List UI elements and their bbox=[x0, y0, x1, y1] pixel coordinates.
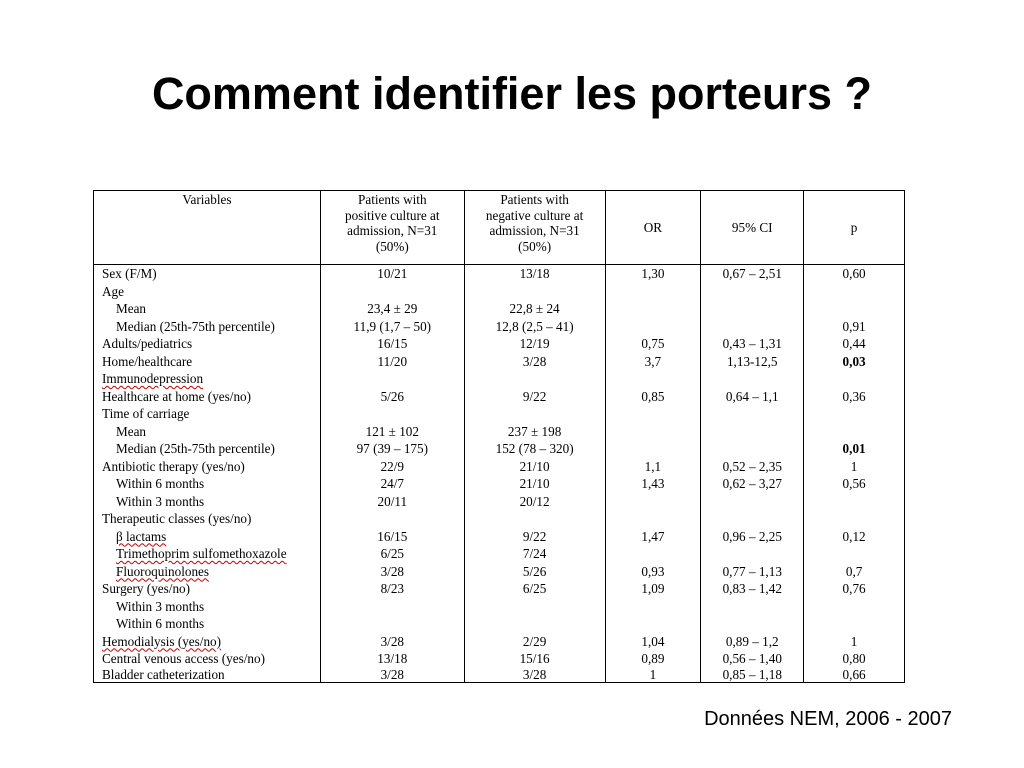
ci-cell bbox=[701, 423, 804, 441]
ci-cell: 0,43 – 1,31 bbox=[701, 335, 804, 353]
variable-cell: Surgery (yes/no) bbox=[94, 580, 321, 598]
table-row bbox=[94, 300, 905, 318]
table-row bbox=[94, 265, 905, 283]
header-positive bbox=[320, 191, 464, 265]
positive-cell bbox=[320, 615, 464, 633]
table-row bbox=[94, 475, 905, 493]
ci-cell: 0,96 – 2,25 bbox=[701, 528, 804, 546]
variable-cell: Within 6 months bbox=[94, 615, 321, 633]
ci-cell bbox=[701, 283, 804, 301]
p-cell: 0,01 bbox=[804, 440, 905, 458]
p-cell bbox=[804, 423, 905, 441]
header-negative-line: (50%) bbox=[518, 238, 552, 254]
table-row bbox=[94, 283, 905, 301]
positive-cell bbox=[320, 283, 464, 301]
header-row bbox=[94, 191, 905, 265]
negative-cell bbox=[464, 598, 605, 616]
or-cell bbox=[605, 318, 701, 336]
or-cell bbox=[605, 440, 701, 458]
variable-cell bbox=[94, 633, 321, 651]
or-cell: 0,93 bbox=[605, 563, 701, 581]
p-cell: 0,44 bbox=[804, 335, 905, 353]
or-cell: 1,30 bbox=[605, 265, 701, 283]
or-cell bbox=[605, 283, 701, 301]
variable-cell bbox=[94, 528, 321, 546]
variable-label: Fluoroquinolones bbox=[116, 563, 210, 579]
slide-title: Comment identifier les porteurs ? bbox=[151, 68, 873, 119]
or-cell bbox=[605, 598, 701, 616]
variable-cell: Median (25th-75th percentile) bbox=[94, 318, 321, 336]
ci-cell bbox=[701, 318, 804, 336]
variable-cell: Within 6 months bbox=[94, 475, 321, 493]
ci-cell: 0,62 – 3,27 bbox=[701, 475, 804, 493]
positive-cell bbox=[320, 598, 464, 616]
table-row bbox=[94, 528, 905, 546]
variable-cell: Healthcare at home (yes/no) bbox=[94, 388, 321, 406]
positive-cell: 23,4 ± 29 bbox=[320, 300, 464, 318]
table-body bbox=[94, 265, 905, 683]
variable-cell bbox=[94, 545, 321, 563]
ci-cell: 0,77 – 1,13 bbox=[701, 563, 804, 581]
positive-cell: 11/20 bbox=[320, 353, 464, 371]
ci-cell: 0,83 – 1,42 bbox=[701, 580, 804, 598]
header-p: p bbox=[804, 191, 905, 265]
ci-cell: 0,85 – 1,18 bbox=[701, 668, 804, 683]
negative-cell: 2/29 bbox=[464, 633, 605, 651]
table-row bbox=[94, 318, 905, 336]
positive-cell bbox=[320, 405, 464, 423]
or-cell: 0,89 bbox=[605, 650, 701, 668]
p-cell: 0,36 bbox=[804, 388, 905, 406]
p-cell bbox=[804, 283, 905, 301]
positive-cell bbox=[320, 510, 464, 528]
or-cell: 0,85 bbox=[605, 388, 701, 406]
variable-cell: Bladder catheterization bbox=[94, 668, 321, 683]
table-row bbox=[94, 510, 905, 528]
positive-cell bbox=[320, 370, 464, 388]
header-or: OR bbox=[605, 191, 701, 265]
variable-cell: Sex (F/M) bbox=[94, 265, 321, 283]
p-cell bbox=[804, 545, 905, 563]
table-row bbox=[94, 615, 905, 633]
negative-cell bbox=[464, 405, 605, 423]
or-cell: 1 bbox=[605, 668, 701, 683]
variable-cell: Therapeutic classes (yes/no) bbox=[94, 510, 321, 528]
header-negative bbox=[464, 191, 605, 265]
table-row bbox=[94, 545, 905, 563]
or-cell: 1,09 bbox=[605, 580, 701, 598]
or-cell: 1,04 bbox=[605, 633, 701, 651]
table-row bbox=[94, 650, 905, 668]
header-negative-line: negative culture at bbox=[485, 207, 584, 223]
positive-cell: 16/15 bbox=[320, 528, 464, 546]
ci-cell bbox=[701, 545, 804, 563]
variable-label: β lactams bbox=[116, 528, 167, 544]
positive-cell: 97 (39 – 175) bbox=[320, 440, 464, 458]
p-cell bbox=[804, 615, 905, 633]
table-row bbox=[94, 598, 905, 616]
positive-cell: 8/23 bbox=[320, 580, 464, 598]
positive-cell: 24/7 bbox=[320, 475, 464, 493]
p-cell bbox=[804, 300, 905, 318]
ci-cell bbox=[701, 370, 804, 388]
negative-cell: 9/22 bbox=[464, 388, 605, 406]
or-cell bbox=[605, 615, 701, 633]
positive-cell: 10/21 bbox=[320, 265, 464, 283]
p-cell bbox=[804, 598, 905, 616]
negative-cell: 12,8 (2,5 – 41) bbox=[464, 318, 605, 336]
p-cell bbox=[804, 510, 905, 528]
header-positive-line: (50%) bbox=[375, 238, 409, 254]
or-cell: 1,43 bbox=[605, 475, 701, 493]
source-note: Données NEM, 2006 - 2007 bbox=[704, 708, 952, 730]
p-cell bbox=[804, 405, 905, 423]
negative-cell: 21/10 bbox=[464, 475, 605, 493]
table-row bbox=[94, 423, 905, 441]
negative-cell: 22,8 ± 24 bbox=[464, 300, 605, 318]
table-row bbox=[94, 370, 905, 388]
p-cell: 0,76 bbox=[804, 580, 905, 598]
positive-cell: 5/26 bbox=[320, 388, 464, 406]
positive-cell: 6/25 bbox=[320, 545, 464, 563]
ci-cell: 0,64 – 1,1 bbox=[701, 388, 804, 406]
header-negative-line: admission, N=31 bbox=[489, 223, 580, 239]
header-variables: Variables bbox=[94, 191, 321, 265]
positive-cell: 3/28 bbox=[320, 668, 464, 683]
or-cell bbox=[605, 405, 701, 423]
ci-cell: 0,89 – 1,2 bbox=[701, 633, 804, 651]
positive-cell: 3/28 bbox=[320, 563, 464, 581]
p-cell bbox=[804, 493, 905, 511]
table-row bbox=[94, 405, 905, 423]
p-cell: 0,7 bbox=[804, 563, 905, 581]
table-row bbox=[94, 388, 905, 406]
variable-cell: Home/healthcare bbox=[94, 353, 321, 371]
ci-cell bbox=[701, 493, 804, 511]
table-row bbox=[94, 563, 905, 581]
or-cell: 1,1 bbox=[605, 458, 701, 476]
results-table bbox=[93, 190, 905, 683]
ci-cell bbox=[701, 598, 804, 616]
p-cell: 1 bbox=[804, 458, 905, 476]
variable-cell: Adults/pediatrics bbox=[94, 335, 321, 353]
table-row bbox=[94, 668, 905, 683]
negative-cell: 3/28 bbox=[464, 353, 605, 371]
variable-cell: Within 3 months bbox=[94, 598, 321, 616]
or-cell bbox=[605, 510, 701, 528]
variable-cell: Antibiotic therapy (yes/no) bbox=[94, 458, 321, 476]
p-cell: 0,56 bbox=[804, 475, 905, 493]
negative-cell: 21/10 bbox=[464, 458, 605, 476]
variable-label: Trimethoprim sulfomethoxazole bbox=[116, 546, 287, 561]
p-cell: 0,60 bbox=[804, 265, 905, 283]
or-cell bbox=[605, 370, 701, 388]
positive-cell: 20/11 bbox=[320, 493, 464, 511]
p-cell: 0,91 bbox=[804, 318, 905, 336]
header-ci: 95% CI bbox=[701, 191, 804, 265]
table-row bbox=[94, 353, 905, 371]
ci-cell bbox=[701, 615, 804, 633]
ci-cell bbox=[701, 440, 804, 458]
negative-cell bbox=[464, 615, 605, 633]
variable-label: Hemodialysis (yes/no) bbox=[102, 633, 222, 649]
negative-cell: 20/12 bbox=[464, 493, 605, 511]
negative-cell: 15/16 bbox=[464, 650, 605, 668]
ci-cell: 0,67 – 2,51 bbox=[701, 265, 804, 283]
variable-cell: Median (25th-75th percentile) bbox=[94, 440, 321, 458]
ci-cell bbox=[701, 405, 804, 423]
negative-cell: 152 (78 – 320) bbox=[464, 440, 605, 458]
or-cell: 3,7 bbox=[605, 353, 701, 371]
or-cell bbox=[605, 545, 701, 563]
header-positive-line: admission, N=31 bbox=[347, 223, 438, 239]
negative-cell: 5/26 bbox=[464, 563, 605, 581]
or-cell bbox=[605, 300, 701, 318]
positive-cell: 22/9 bbox=[320, 458, 464, 476]
variable-cell: Age bbox=[94, 283, 321, 301]
p-cell: 1 bbox=[804, 633, 905, 651]
variable-cell: Mean bbox=[94, 423, 321, 441]
header-positive-line: Patients with bbox=[358, 192, 427, 207]
table-row bbox=[94, 440, 905, 458]
variable-cell: Within 3 months bbox=[94, 493, 321, 511]
p-cell: 0,66 bbox=[804, 668, 905, 683]
positive-cell: 11,9 (1,7 – 50) bbox=[320, 318, 464, 336]
ci-cell: 1,13-12,5 bbox=[701, 353, 804, 371]
negative-cell bbox=[464, 283, 605, 301]
variable-cell bbox=[94, 563, 321, 581]
p-cell: 0,12 bbox=[804, 528, 905, 546]
or-cell bbox=[605, 423, 701, 441]
negative-cell: 7/24 bbox=[464, 545, 605, 563]
negative-cell: 12/19 bbox=[464, 335, 605, 353]
ci-cell bbox=[701, 300, 804, 318]
variable-label: Immunodepression bbox=[102, 371, 204, 386]
negative-cell: 237 ± 198 bbox=[464, 423, 605, 441]
variable-cell: Mean bbox=[94, 300, 321, 318]
ci-cell: 0,52 – 2,35 bbox=[701, 458, 804, 476]
positive-cell: 16/15 bbox=[320, 335, 464, 353]
p-cell: 0,03 bbox=[804, 353, 905, 371]
positive-cell: 3/28 bbox=[320, 633, 464, 651]
or-cell bbox=[605, 493, 701, 511]
or-cell: 1,47 bbox=[605, 528, 701, 546]
ci-cell: 0,56 – 1,40 bbox=[701, 650, 804, 668]
header-negative-line: Patients with bbox=[500, 192, 569, 207]
table-header bbox=[94, 191, 905, 265]
variable-cell: Central venous access (yes/no) bbox=[94, 650, 321, 668]
positive-cell: 121 ± 102 bbox=[320, 423, 464, 441]
p-cell bbox=[804, 370, 905, 388]
variable-cell: Time of carriage bbox=[94, 405, 321, 423]
variable-cell bbox=[94, 370, 321, 388]
negative-cell bbox=[464, 370, 605, 388]
negative-cell: 3/28 bbox=[464, 668, 605, 683]
ci-cell bbox=[701, 510, 804, 528]
header-positive-line: positive culture at bbox=[345, 207, 440, 223]
table-row bbox=[94, 493, 905, 511]
table-row bbox=[94, 633, 905, 651]
table-row bbox=[94, 580, 905, 598]
positive-cell: 13/18 bbox=[320, 650, 464, 668]
table-row bbox=[94, 458, 905, 476]
table-row bbox=[94, 335, 905, 353]
negative-cell: 9/22 bbox=[464, 528, 605, 546]
or-cell: 0,75 bbox=[605, 335, 701, 353]
negative-cell: 6/25 bbox=[464, 580, 605, 598]
negative-cell: 13/18 bbox=[464, 265, 605, 283]
negative-cell bbox=[464, 510, 605, 528]
p-cell: 0,80 bbox=[804, 650, 905, 668]
